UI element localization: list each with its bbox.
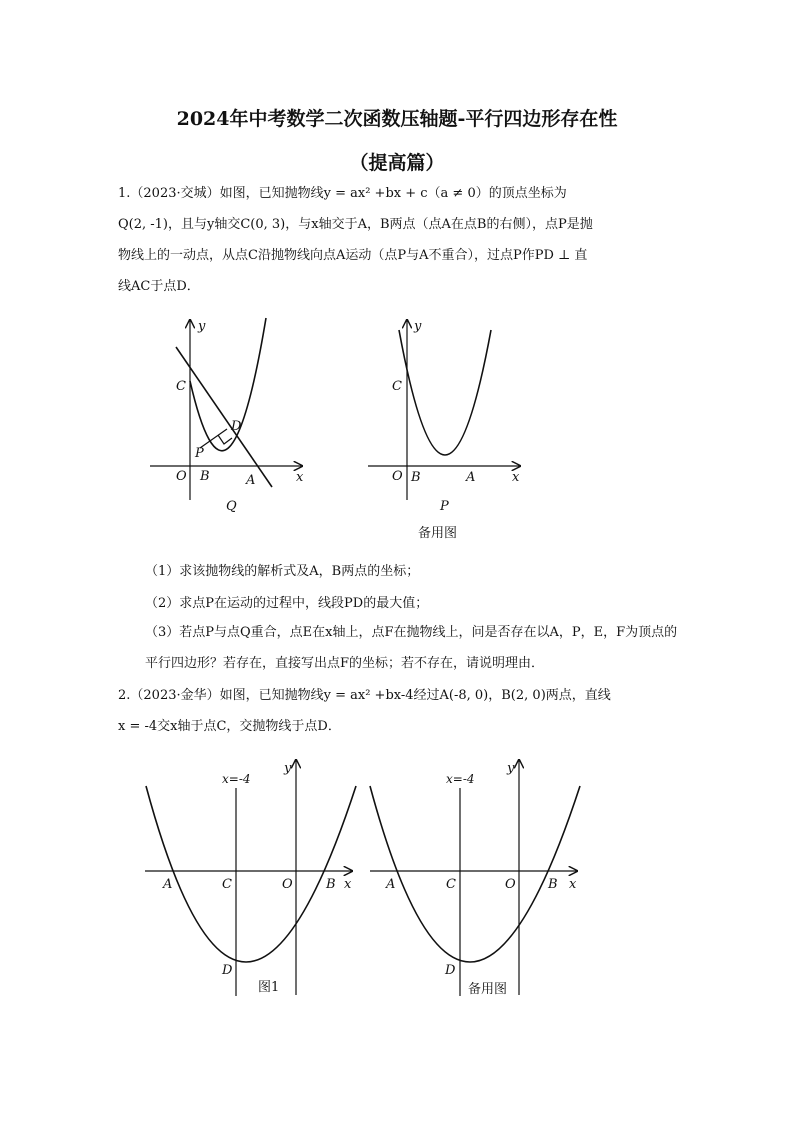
q1-subquestion-3: （3）若点P与点Q重合，点E在x轴上，点F在抛物线上，问是否存在以A，P，E，F为顶点的平行四边形？若存在，直接写出点F的坐标；若不存在，请说明理由． bbox=[145, 625, 678, 671]
label-line: x=-4 bbox=[446, 772, 475, 786]
q1-subquestion-1: （1）求该抛物线的解析式及A，B两点的坐标； bbox=[145, 564, 420, 579]
label-c: C bbox=[222, 877, 232, 892]
label-y: y bbox=[284, 761, 292, 776]
label-a: A bbox=[163, 877, 173, 892]
label-a: A bbox=[246, 473, 256, 488]
label-d: D bbox=[222, 963, 233, 978]
label-o: O bbox=[392, 469, 403, 484]
q2-figure-1 bbox=[145, 760, 356, 996]
parabola bbox=[399, 330, 491, 455]
label-c: C bbox=[392, 379, 402, 394]
q1-subquestion-2: （2）求点P在运动的过程中，线段PD的最大值； bbox=[145, 596, 429, 611]
label-d: D bbox=[231, 419, 242, 434]
right-angle-mark bbox=[218, 435, 232, 444]
document-title: 2024年中考数学二次函数压轴题-平行四边形存在性 bbox=[176, 108, 618, 130]
parabola bbox=[370, 786, 580, 962]
label-b: B bbox=[548, 877, 558, 892]
label-b: B bbox=[411, 470, 421, 485]
label-o: O bbox=[505, 877, 516, 892]
label-y: y bbox=[507, 761, 515, 776]
q1-figure-caption: 备用图 bbox=[418, 526, 458, 541]
q1-figure-left bbox=[150, 318, 304, 514]
label-y: y bbox=[414, 319, 422, 334]
label-a: A bbox=[386, 877, 396, 892]
label-p: P bbox=[440, 499, 449, 514]
label-x: x bbox=[344, 877, 352, 892]
label-line: x=-4 bbox=[222, 772, 251, 786]
q1-line-4: 线AC于点D． bbox=[118, 279, 200, 294]
label-x: x bbox=[512, 470, 520, 485]
label-x: x bbox=[296, 470, 304, 485]
q1-line-2: Q(2, -1)，且与y轴交C(0, 3)，与x轴交于A，B两点（点A在点B的右侧），点P是抛 bbox=[118, 217, 593, 232]
label-a: A bbox=[466, 470, 476, 485]
q2-figure-2 bbox=[370, 760, 580, 996]
label-x: x bbox=[569, 877, 577, 892]
q2-figure-2-caption: 备用图 bbox=[468, 982, 508, 997]
label-p: P bbox=[195, 446, 204, 461]
label-q: Q bbox=[226, 499, 237, 514]
q1-line-3: 物线上的一动点，从点C沿抛物线向点A运动（点P与A不重合），过点P作PD ⊥ 直 bbox=[118, 248, 588, 263]
label-b: B bbox=[200, 469, 210, 484]
document-subtitle: （提高篇） bbox=[349, 152, 445, 174]
label-o: O bbox=[176, 469, 187, 484]
label-d: D bbox=[445, 963, 456, 978]
q2-statement bbox=[118, 680, 678, 742]
q1-figure-right bbox=[368, 319, 520, 514]
label-b: B bbox=[326, 877, 336, 892]
parabola bbox=[146, 786, 356, 962]
label-c: C bbox=[446, 877, 456, 892]
label-y: y bbox=[198, 319, 206, 334]
q2-line-2: x = -4交x轴于点C，交抛物线于点D． bbox=[118, 719, 341, 734]
q2-figure-1-caption: 图1 bbox=[258, 980, 280, 995]
label-c: C bbox=[176, 379, 186, 394]
label-o: O bbox=[282, 877, 293, 892]
q1-line-1: 1.（2023·交城）如图，已知抛物线y = ax² +bx + c（a ≠ 0）的顶点坐标为 bbox=[118, 186, 567, 201]
q2-line-1: 2.（2023·金华）如图，已知抛物线y = ax² +bx-4经过A(-8, 0)，B(2, 0)两点，直线 bbox=[118, 688, 611, 703]
